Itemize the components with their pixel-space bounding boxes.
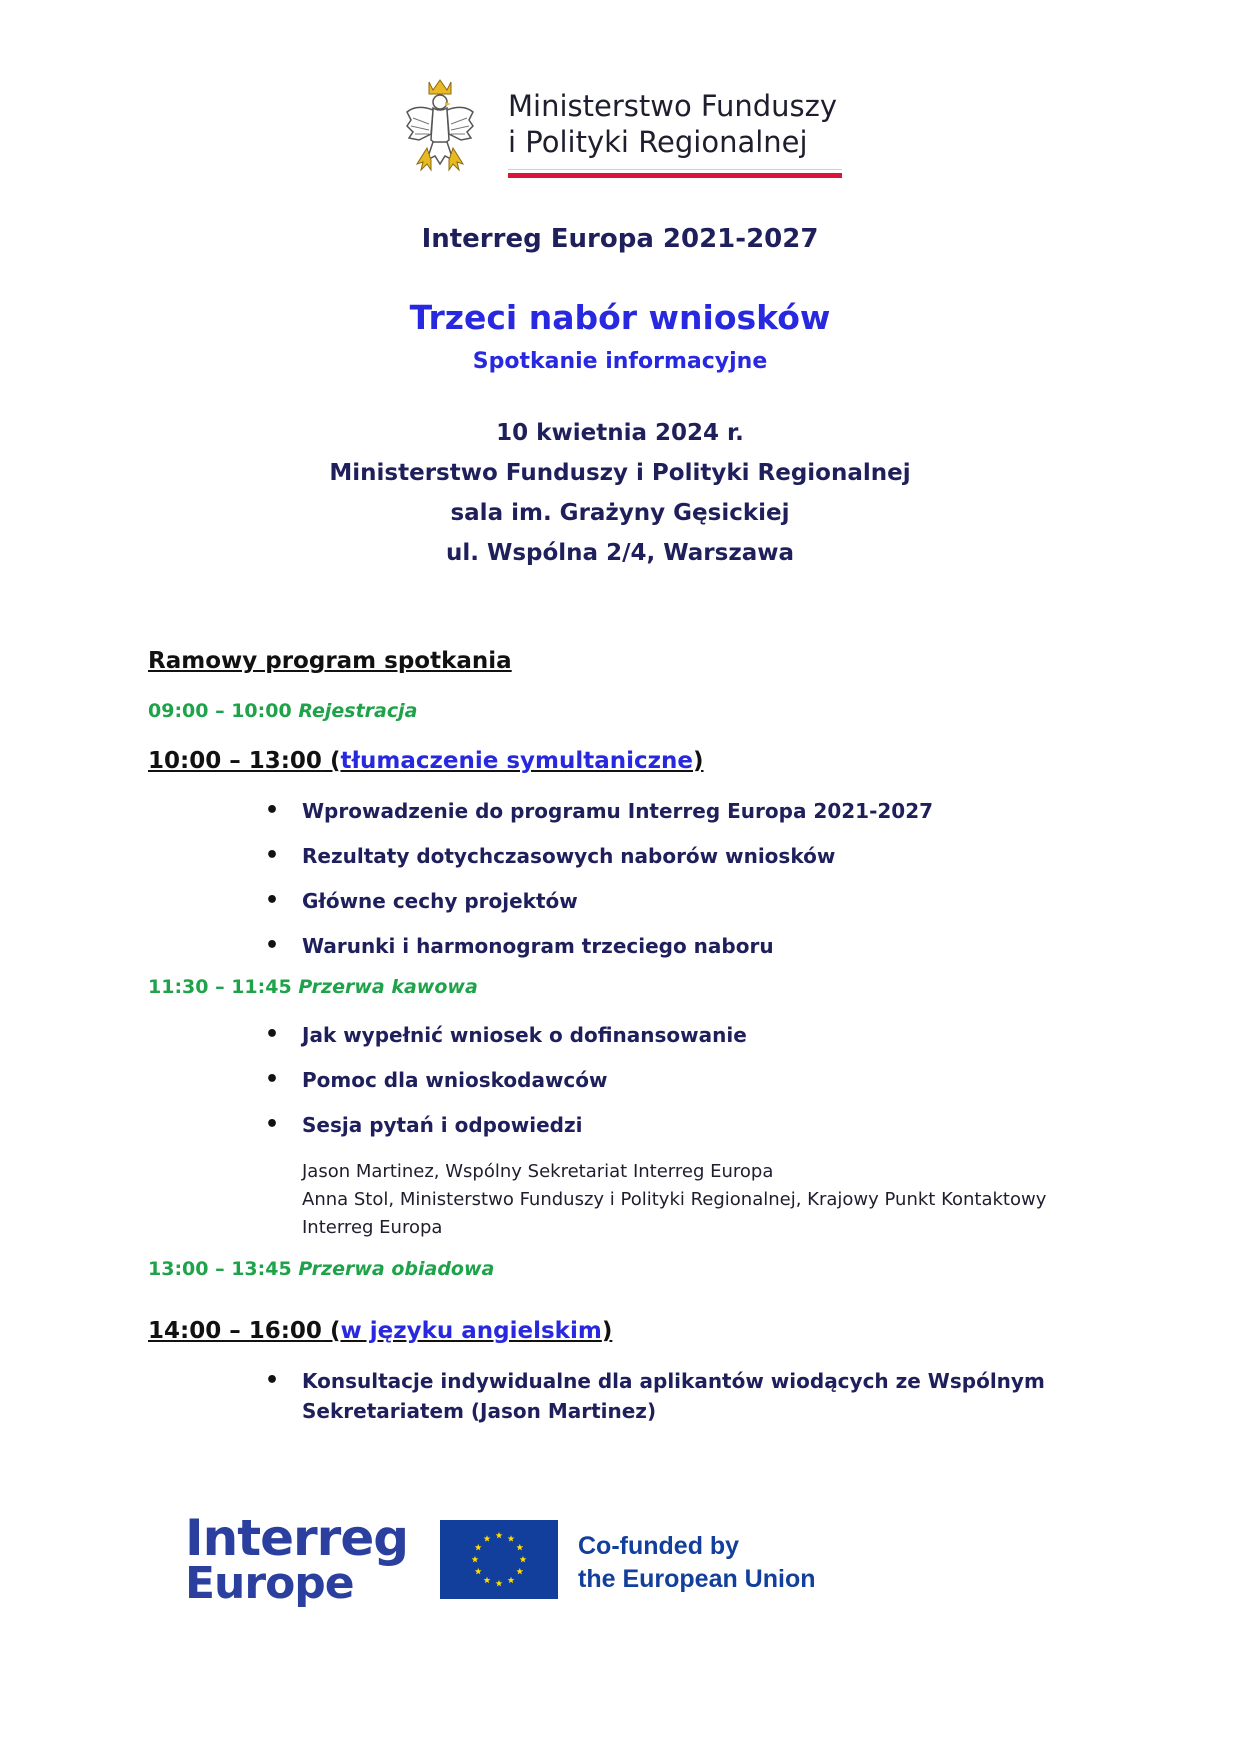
list-item: • Jak wypełnić wniosek o dofinansowanie — [262, 1020, 1122, 1065]
session-2-time: 14:00 – 16:00 — [148, 1318, 322, 1344]
eu-star-icon — [496, 1532, 503, 1539]
flag-stripe — [508, 169, 842, 178]
event-organizer: Ministerstwo Funduszy i Polityki Regionalnej — [329, 460, 911, 486]
ministry-name — [508, 88, 837, 160]
ministry-name-line1: Ministerstwo Funduszy — [508, 89, 838, 123]
registration-time: 09:00 – 10:00 — [148, 700, 292, 722]
call-subtitle: Spotkanie informacyjne — [472, 349, 768, 374]
eu-text-line1: Co-funded by — [578, 1532, 740, 1560]
registration-label: Rejestracja — [298, 700, 418, 722]
session-2-heading: 14:00 – 16:00 (w języku angielskim) — [148, 1318, 613, 1344]
eu-stars-icon — [440, 1520, 558, 1599]
eu-star-icon — [508, 1535, 515, 1542]
eu-star-icon — [508, 1577, 515, 1584]
eu-star-icon — [484, 1577, 491, 1584]
event-address: ul. Wspólna 2/4, Warszawa — [445, 540, 795, 566]
lunch-break-slot — [148, 1258, 494, 1280]
ministry-name-line2: i Polityki Regionalnej — [508, 125, 808, 159]
interreg-logo-line2: Europe — [185, 1558, 354, 1609]
coffee-break-slot — [148, 976, 478, 998]
lunch-break-label: Przerwa obiadowa — [298, 1258, 495, 1280]
session-1-items — [262, 796, 1122, 976]
lunch-break-time: 13:00 – 13:45 — [148, 1258, 292, 1280]
agenda-heading: Ramowy program spotkania — [148, 648, 512, 674]
session-1-time: 10:00 – 13:00 — [148, 748, 322, 774]
eu-star-icon — [516, 1544, 523, 1551]
coffee-break-time: 11:30 – 11:45 — [148, 976, 292, 998]
session-1b-items — [262, 1020, 1122, 1155]
speaker-line: Interreg Europa — [302, 1217, 443, 1238]
speaker-line: Anna Stol, Ministerstwo Funduszy i Polityki Regionalnej, Krajowy Punkt Kontaktowy — [302, 1189, 1047, 1210]
interreg-europe-logo — [185, 1509, 409, 1612]
interreg-logo-line1: Interreg — [185, 1509, 409, 1567]
session-1-heading: 10:00 – 13:00 (tłumaczenie symultaniczne) — [148, 748, 704, 774]
eu-cofunded-text — [578, 1530, 816, 1596]
eu-star-icon — [475, 1544, 482, 1551]
registration-slot — [148, 700, 417, 722]
eu-star-icon — [520, 1556, 527, 1563]
call-title: Trzeci nabór wniosków — [409, 298, 831, 337]
eu-star-icon — [475, 1568, 482, 1575]
eu-star-icon — [516, 1568, 523, 1575]
ministry-logo — [405, 78, 845, 188]
eu-text-line2: the European Union — [578, 1565, 816, 1593]
list-item: • Rezultaty dotychczasowych naborów wniosków — [262, 841, 1122, 886]
list-item: • Konsultacje indywidualne dla aplikantów wiodących ze Wspólnym Sekretariatem (Jason Martinez) — [262, 1366, 1122, 1426]
list-item: • Warunki i harmonogram trzeciego naboru — [262, 931, 1122, 976]
polish-eagle-emblem-icon — [405, 78, 475, 180]
eu-star-icon — [472, 1556, 479, 1563]
list-item: • Główne cechy projektów — [262, 886, 1122, 931]
eu-star-icon — [496, 1580, 503, 1587]
event-room: sala im. Grażyny Gęsickiej — [450, 500, 790, 526]
list-item: • Sesja pytań i odpowiedzi — [262, 1110, 1122, 1155]
session-2-language: w języku angielskim — [340, 1318, 602, 1344]
list-item: • Pomoc dla wnioskodawców — [262, 1065, 1122, 1110]
eu-star-icon — [484, 1535, 491, 1542]
event-date: 10 kwietnia 2024 r. — [496, 420, 744, 446]
coffee-break-label: Przerwa kawowa — [298, 976, 478, 998]
list-item: • Wprowadzenie do programu Interreg Europa 2021-2027 — [262, 796, 1122, 841]
speaker-line: Jason Martinez, Wspólny Sekretariat Interreg Europa — [302, 1161, 774, 1182]
eu-flag-icon — [440, 1520, 558, 1599]
session-2-items — [262, 1366, 1122, 1426]
program-title: Interreg Europa 2021-2027 — [421, 224, 819, 254]
speakers-list — [302, 1158, 1122, 1242]
session-1-language: tłumaczenie symultaniczne — [340, 748, 694, 774]
